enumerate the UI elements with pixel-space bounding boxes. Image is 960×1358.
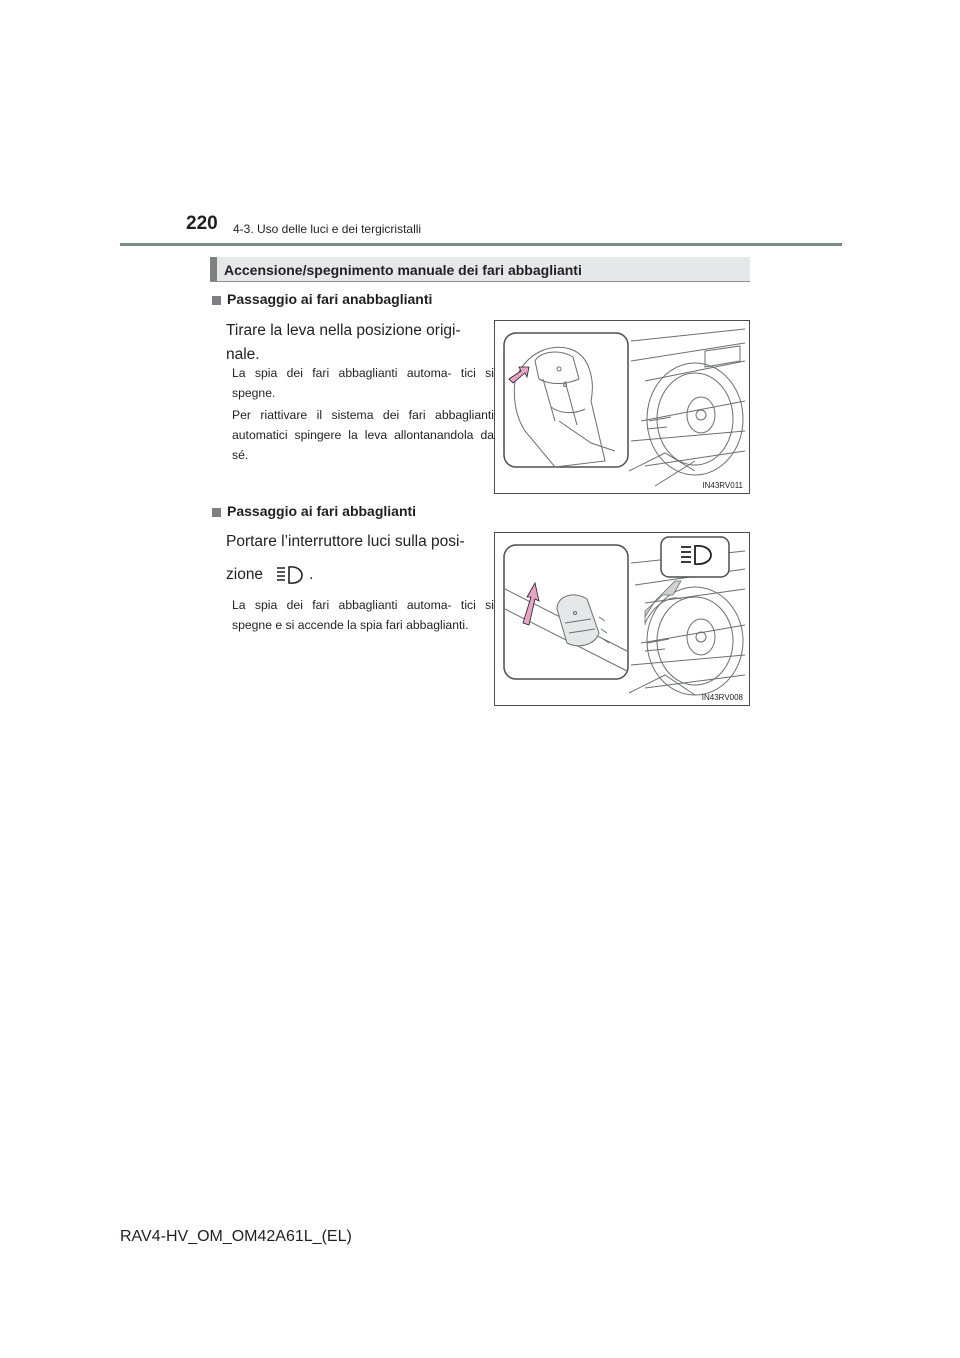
lever-push-illustration xyxy=(495,533,749,705)
body-text: zione xyxy=(226,566,264,583)
figure-lever-push xyxy=(494,532,750,706)
note-indicator-switch: La spia dei fari abbaglianti automa- tici si spegne e si accende la spia fari abbaglianti. xyxy=(232,598,494,632)
figure-code: IN43RV008 xyxy=(701,693,743,702)
square-bullet-icon xyxy=(212,508,221,517)
header-rule xyxy=(120,243,842,246)
section-accent xyxy=(210,257,217,281)
high-beam-icon xyxy=(275,563,305,587)
body-line: nale. xyxy=(226,346,260,363)
note-reactivate: Per riattivare il sistema dei fari abbaglianti automatici spingere la leva allontanandola da sé. xyxy=(232,408,494,462)
body-text-low-beam xyxy=(226,319,492,367)
subheading-low-beam: Passaggio ai fari anabbaglianti xyxy=(227,291,433,307)
square-bullet-icon xyxy=(212,296,221,305)
note-indicator-off: La spia dei fari abbaglianti automa- tici si spegne. xyxy=(232,366,494,400)
subheading-high-beam: Passaggio ai fari abbaglianti xyxy=(227,503,417,519)
breadcrumb: 4-3. Uso delle luci e dei tergicristalli xyxy=(233,222,422,236)
figure-code: IN43RV011 xyxy=(702,481,743,490)
section-title: Accensione/spegnimento manuale dei fari abbaglianti xyxy=(224,262,582,278)
figure-lever-pull xyxy=(494,320,750,494)
body-text: . xyxy=(309,566,314,583)
body-line: Tirare la leva nella posizione origi- xyxy=(226,322,461,339)
footer-doc-code: RAV4-HV_OM_OM42A61L_(EL) xyxy=(120,1228,352,1245)
body-line-with-icon xyxy=(226,563,492,587)
lever-pull-illustration xyxy=(495,321,749,493)
page-number: 220 xyxy=(186,213,218,234)
body-line: Portare l’interruttore luci sulla posi- xyxy=(226,533,465,550)
body-text-high-beam xyxy=(226,530,492,587)
